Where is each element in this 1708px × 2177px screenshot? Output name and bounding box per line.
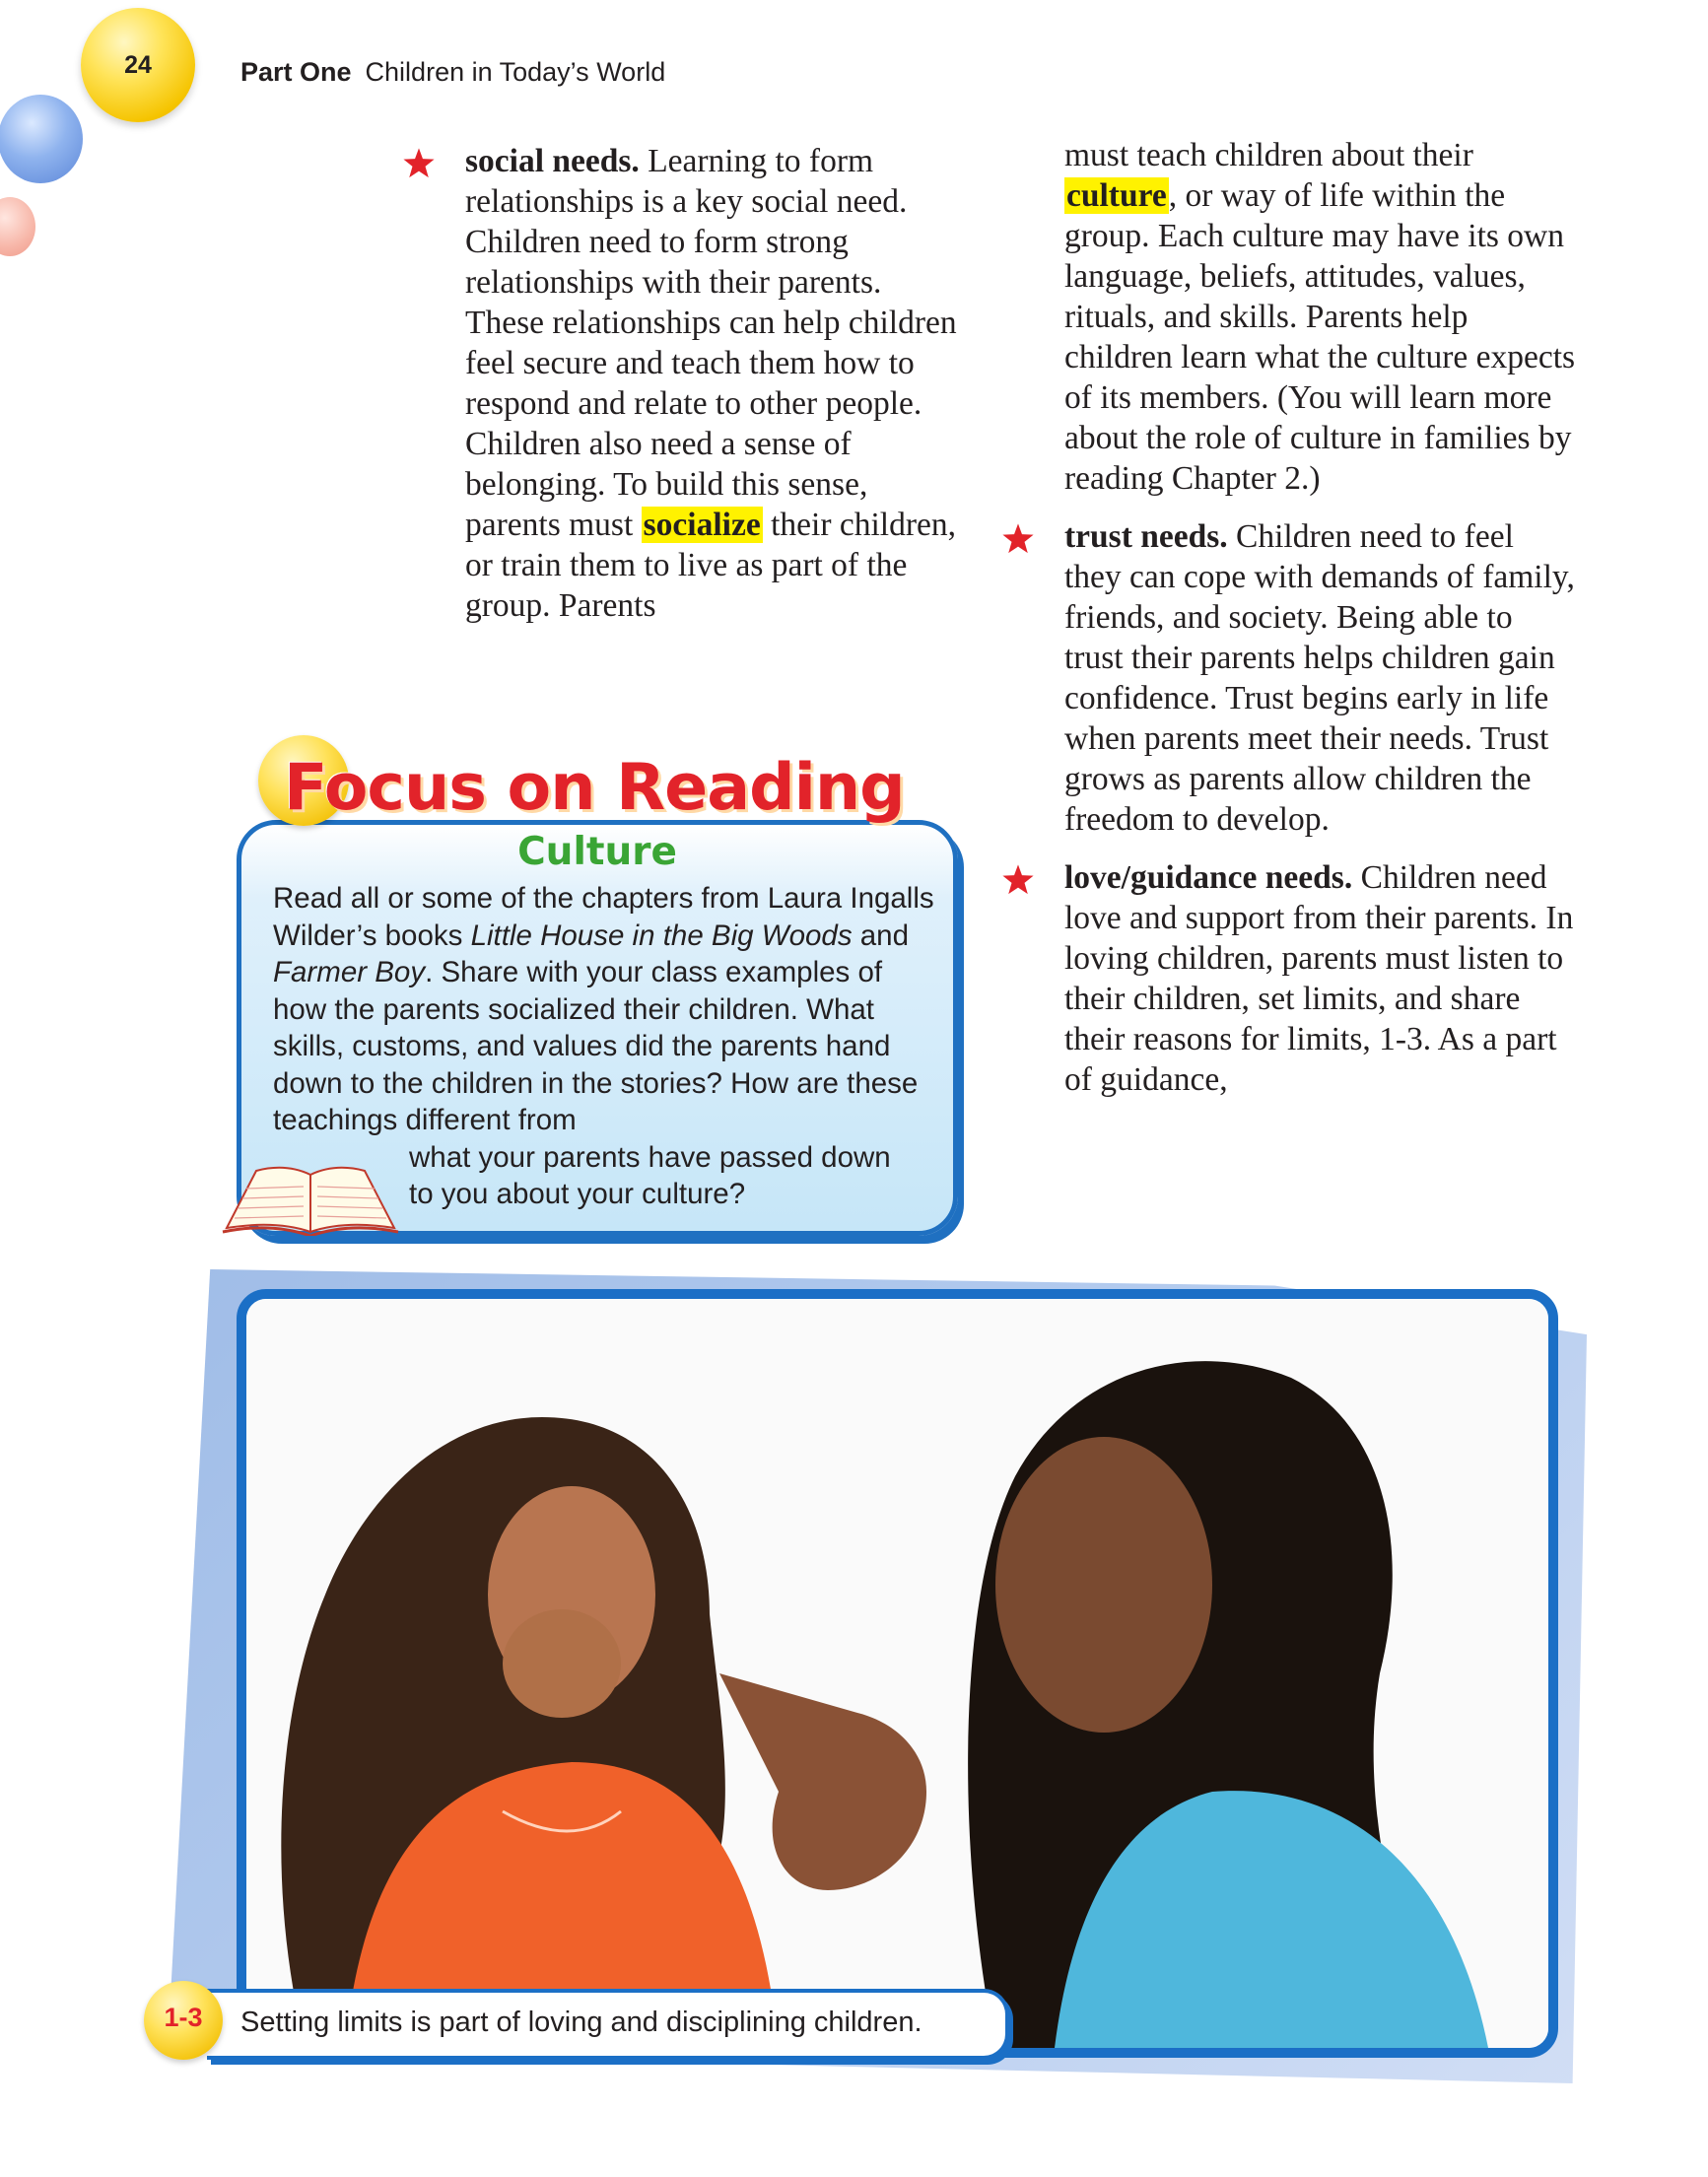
star-bullet-icon — [1001, 863, 1035, 897]
culture-text-2: , or way of life within the group. Each culture may have its own language, beliefs, attitudes, values, rituals, and skills. Parents help children learn what the culture expects of its members. (You will learn more about the role of culture in families by reading Chapter 2.) — [1064, 177, 1576, 497]
focus-text-part-2: and — [852, 918, 909, 952]
star-bullet-icon — [1001, 522, 1035, 556]
book-title-little-house: Little House in the Big Woods — [470, 918, 853, 952]
part-label: Part One — [240, 57, 352, 87]
book-title-farmer-boy: Farmer Boy — [273, 956, 426, 988]
culture-text-1: must teach children about their — [1064, 137, 1473, 173]
open-book-icon — [217, 1159, 404, 1236]
photo-illustration — [246, 1299, 1548, 2048]
social-needs-text-1: Learning to form relationships is a key social need. Children need to form strong relationships with their parents. These relationships can help children feel secure and teach them how to respond and relate to other people. Children also need a sense of belonging. To build this sense, parents must — [465, 143, 957, 543]
focus-text-part-4: what your parents have passed down — [409, 1140, 891, 1174]
decorative-blue-circle — [0, 95, 83, 183]
term-social-needs: social needs. — [465, 143, 640, 179]
figure-number: 1-3 — [164, 2003, 203, 2032]
love-guidance-paragraph — [1064, 857, 1577, 1100]
term-trust-needs: trust needs. — [1064, 518, 1228, 555]
focus-text-part-3: . Share with your class examples of how the parents socialized their children. What skills, customs, and values did the parents hand down to the children in the stories? How are these teachings different from — [273, 956, 919, 1136]
social-needs-paragraph — [465, 141, 958, 626]
right-column — [1064, 135, 1577, 1100]
chapter-title: Children in Today’s World — [365, 57, 666, 87]
love-guidance-text: Children need love and support from their parents. In loving children, parents must listen to their children, set limits, and share their reasons for limits, 1-3. As a part of guidance, — [1064, 859, 1574, 1098]
left-column — [465, 141, 958, 626]
focus-title: Focus on Reading — [284, 751, 905, 825]
figure-photo — [237, 1289, 1558, 2058]
decorative-pink-circle — [0, 197, 35, 256]
term-love-guidance-needs: love/guidance needs. — [1064, 859, 1353, 896]
trust-needs-paragraph — [1064, 516, 1577, 840]
culture-paragraph — [1064, 135, 1577, 499]
star-bullet-icon — [402, 147, 436, 180]
focus-subtitle: Culture — [517, 830, 677, 874]
running-head — [240, 57, 665, 88]
focus-text-part-1: Read all or some of the chapters from Laura Ingalls Wilder’s books — [273, 882, 934, 952]
focus-text-part-5: to you about your culture? — [409, 1178, 746, 1210]
figure-caption: Setting limits is part of loving and disciplining children. — [240, 2007, 922, 2038]
trust-needs-text: Children need to feel they can cope with demands of family, friends, and society. Being able to trust their parents helps children gain confidence. Trust begins early in life when parents meet their needs. Trust grows as parents allow children the freedom to develop. — [1064, 518, 1575, 838]
page-number: 24 — [124, 51, 152, 79]
social-needs-text-2: their children, or train them to live as part of the group. Parents — [465, 507, 956, 624]
highlight-socialize: socialize — [643, 507, 761, 543]
highlight-culture: culture — [1066, 177, 1167, 214]
